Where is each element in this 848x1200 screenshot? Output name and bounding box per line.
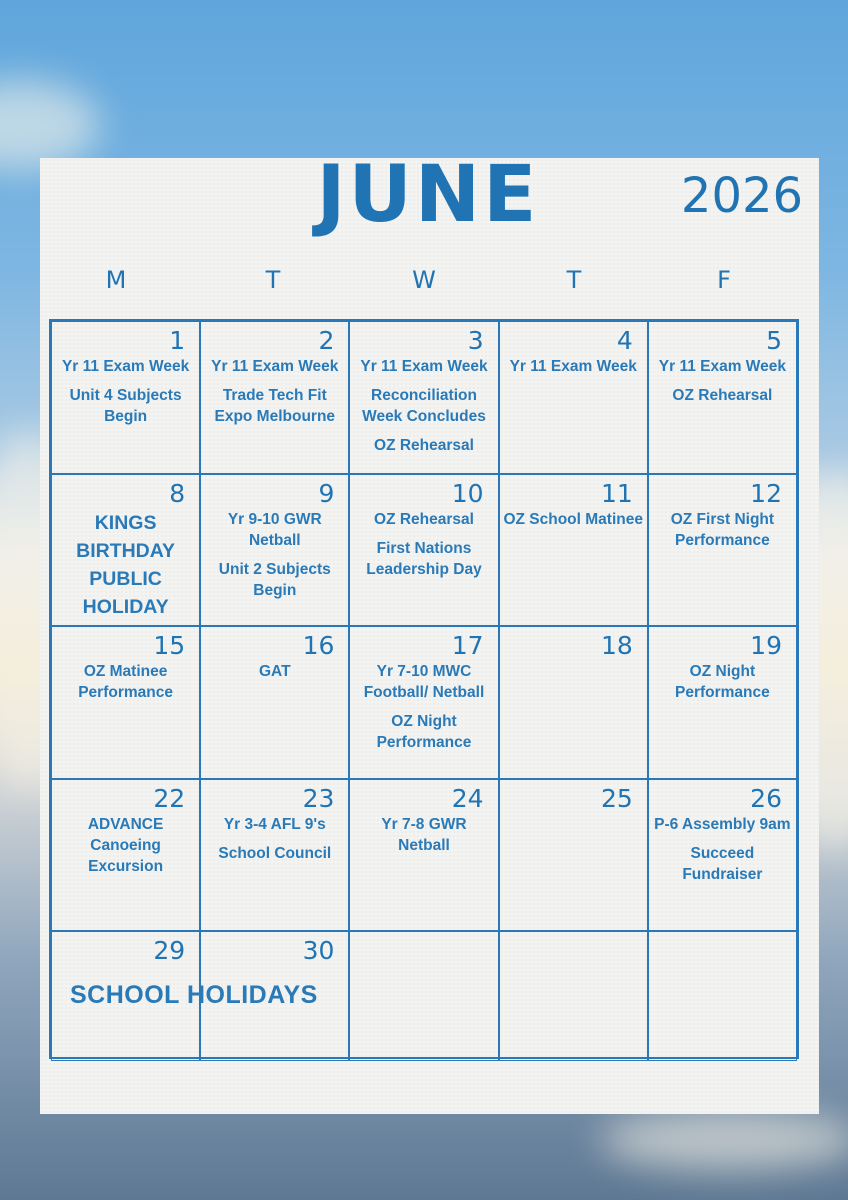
- day-number: 8: [169, 478, 186, 508]
- day-number: 11: [600, 478, 633, 508]
- event-label: First Nations Leadership Day: [366, 539, 482, 578]
- event-label: GAT: [259, 663, 291, 680]
- day-number: 18: [600, 631, 633, 660]
- event-label: Yr 11 Exam Week: [658, 358, 787, 375]
- day-number: 19: [750, 631, 782, 660]
- event-label: OZ Rehearsal: [672, 387, 773, 404]
- day-cell[interactable]: [51, 474, 200, 627]
- event-label: Yr 11 Exam Week: [360, 358, 488, 375]
- day-cell[interactable]: [349, 474, 498, 627]
- weekday-friday: F: [717, 266, 731, 294]
- day-cell[interactable]: [499, 474, 648, 627]
- day-cell[interactable]: [200, 626, 349, 779]
- day-number: 25: [600, 783, 633, 813]
- school-holidays-banner: SCHOOL HOLIDAYS: [70, 981, 318, 1009]
- day-cell[interactable]: [200, 321, 349, 474]
- day-number: 15: [153, 631, 186, 660]
- day-cell[interactable]: [499, 321, 648, 474]
- event-label: P-6 Assembly 9am: [654, 815, 791, 833]
- day-number: 26: [750, 783, 782, 813]
- event-label: Yr 7-10 MWC Football/ Netball: [363, 663, 485, 701]
- event-label: Yr 7-8 GWR Netball: [381, 815, 467, 854]
- day-number: 29: [153, 936, 186, 965]
- day-cell[interactable]: [349, 779, 498, 932]
- weekday-thursday: T: [566, 266, 582, 294]
- event-label: Unit 4 Subjects Begin: [69, 387, 182, 425]
- year-label: 2026: [680, 168, 804, 224]
- month-title: JUNE: [316, 150, 540, 240]
- day-cell[interactable]: [349, 626, 498, 779]
- event-label: Reconciliation Week Concludes: [362, 387, 486, 425]
- event-label: OZ Rehearsal: [374, 437, 474, 454]
- event-label: Unit 2 Subjects Begin: [218, 560, 331, 599]
- weekday-wednesday: W: [412, 266, 436, 294]
- day-number: 23: [302, 783, 335, 813]
- day-cell[interactable]: [499, 931, 648, 1061]
- day-number: 17: [451, 631, 484, 660]
- day-cell[interactable]: [648, 779, 797, 932]
- event-label: OZ Rehearsal: [374, 510, 474, 528]
- event-label: OZ First Night Performance: [670, 510, 775, 549]
- event-label: OZ School Matinee: [503, 510, 643, 528]
- calendar-grid: [49, 319, 799, 1059]
- day-cell[interactable]: [648, 626, 797, 779]
- event-label: Yr 11 Exam Week: [211, 358, 339, 375]
- day-cell[interactable]: [200, 779, 349, 932]
- event-label: Succeed Fundraiser: [682, 844, 763, 883]
- day-number: 9: [318, 478, 335, 508]
- event-label: Yr 9-10 GWR Netball: [227, 510, 322, 549]
- weekday-tuesday: T: [265, 266, 281, 294]
- day-cell[interactable]: [200, 474, 349, 627]
- event-label: KINGS BIRTHDAY PUBLIC HOLIDAY: [76, 511, 176, 618]
- day-number: 22: [153, 783, 186, 813]
- event-label: School Council: [218, 844, 332, 862]
- day-number: 2: [318, 326, 335, 355]
- weekday-monday: M: [105, 266, 127, 294]
- day-cell[interactable]: [51, 321, 200, 474]
- day-cell[interactable]: [499, 779, 648, 932]
- day-cell[interactable]: [648, 931, 797, 1061]
- day-number: 30: [302, 936, 335, 965]
- day-cell[interactable]: [499, 626, 648, 779]
- event-label: OZ Matinee Performance: [78, 663, 173, 701]
- day-cell[interactable]: [648, 321, 797, 474]
- day-cell[interactable]: [51, 626, 200, 779]
- event-label: Yr 3-4 AFL 9's: [223, 815, 326, 833]
- day-number: 16: [302, 631, 335, 660]
- day-number: 1: [169, 326, 186, 355]
- event-label: ADVANCE Canoeing Excursion: [87, 815, 164, 875]
- event-label: OZ Night Performance: [376, 713, 472, 751]
- day-cell[interactable]: [349, 931, 498, 1061]
- day-cell[interactable]: [349, 321, 498, 474]
- event-label: OZ Night Performance: [675, 663, 770, 701]
- day-number: 3: [467, 326, 484, 355]
- day-number: 5: [766, 326, 782, 355]
- day-number: 4: [616, 326, 633, 355]
- event-label: Trade Tech Fit Expo Melbourne: [214, 387, 336, 425]
- event-label: Yr 11 Exam Week: [509, 358, 637, 375]
- day-number: 24: [451, 783, 484, 813]
- day-number: 12: [750, 478, 782, 508]
- day-cell[interactable]: [648, 474, 797, 627]
- day-number: 10: [451, 478, 484, 508]
- event-label: Yr 11 Exam Week: [61, 358, 190, 375]
- day-cell[interactable]: [51, 779, 200, 932]
